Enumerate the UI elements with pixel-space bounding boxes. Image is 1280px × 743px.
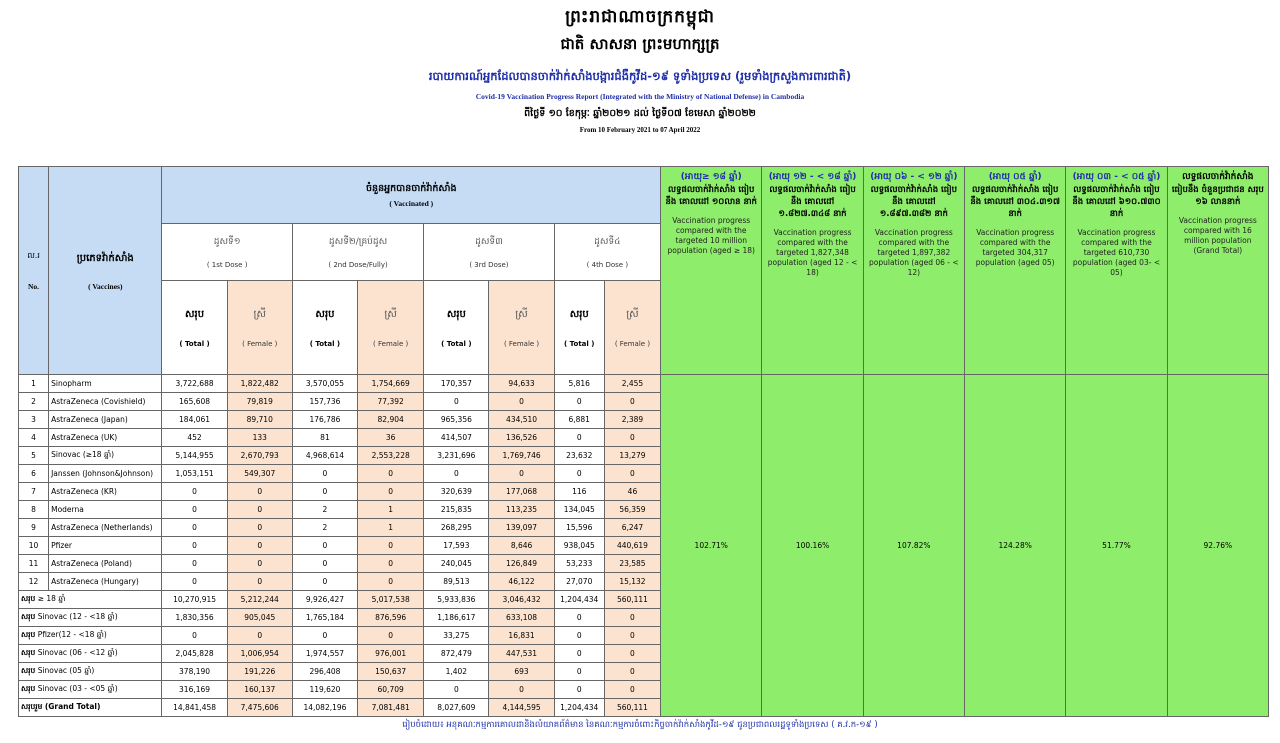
- dose1-total-header: [162, 281, 227, 375]
- row-number: 7: [19, 483, 49, 501]
- total-value-cell: 320,639: [424, 483, 489, 501]
- subtotal-label-name: ≥ 18 ឆ្នាំ: [37, 594, 66, 603]
- target-5-kh1: (អាយុ ០៥ ឆ្នាំ): [988, 172, 1042, 182]
- total-value-cell: 0: [162, 519, 227, 537]
- subtotal-label: [19, 663, 162, 681]
- female-value-cell: 1: [358, 519, 424, 537]
- total-en: ( Total ): [564, 340, 595, 348]
- vaccinated-header: [162, 167, 661, 224]
- total-value-cell: 5,816: [554, 375, 604, 393]
- dose1-kh: ដូសទី១: [213, 236, 241, 247]
- subtotal-label-name: Sinovac (06 - <12 ឆ្នាំ): [37, 648, 118, 657]
- target-6to12-kh2: លទ្ធផលចាក់វ៉ាក់សាំង ធៀបនឹង គោលដៅ ១.៨៩៧.៣៨២ នាក់: [870, 185, 958, 219]
- report-date-kh: ពីថ្ងៃទី ១០ ខែកុម្ភៈ ឆ្នាំ២០២១ ដល់ ថ្ងៃទី០៧ ខែមេសា ឆ្នាំ២០២២: [524, 108, 756, 119]
- total-value-cell: 165,608: [162, 393, 227, 411]
- dose3-kh: ដូសទី៣: [475, 236, 503, 247]
- female-en: ( Female ): [503, 340, 540, 348]
- total-value-cell: 6,881: [554, 411, 604, 429]
- total-value-cell: 116: [554, 483, 604, 501]
- target-5-kh2: លទ្ធផលចាក់វ៉ាក់សាំង ធៀបនឹង គោលដៅ ៣០៤.៣១៧ នាក់: [970, 185, 1060, 219]
- dose2-en: ( 2nd Dose/Fully): [328, 260, 388, 269]
- kingdom-title: ព្រះរាជាណាចក្រកម្ពុជា: [565, 7, 715, 27]
- female-value-cell: 976,001: [358, 645, 424, 663]
- female-value-cell: 0: [227, 483, 292, 501]
- motto: ជាតិ សាសនា ព្រះមហាក្សត្រ: [560, 35, 720, 53]
- total-value-cell: 414,507: [424, 429, 489, 447]
- target-col-total: [1167, 167, 1268, 375]
- female-value-cell: 5,017,538: [358, 591, 424, 609]
- female-value-cell: 82,904: [358, 411, 424, 429]
- dose4-en: ( 4th Dose ): [586, 260, 629, 269]
- dose2-kh: ដូសទី២/គ្រប់ដូស: [328, 236, 388, 247]
- female-value-cell: 2,455: [604, 375, 660, 393]
- female-value-cell: 0: [604, 393, 660, 411]
- total-value-cell: 0: [554, 681, 604, 699]
- target-12to18-kh1: (អាយុ ១២ - < ១៨ ឆ្នាំ): [768, 172, 857, 182]
- female-value-cell: 1,754,669: [358, 375, 424, 393]
- female-en: ( Female ): [373, 340, 409, 348]
- total-value-cell: 1,402: [424, 663, 489, 681]
- subtotal-label-name: Pfizer(12 - <18 ឆ្នាំ): [37, 630, 107, 639]
- dose4-header: [554, 224, 660, 281]
- total-value-cell: 0: [162, 627, 227, 645]
- row-number: 4: [19, 429, 49, 447]
- female-value-cell: 160,137: [227, 681, 292, 699]
- vaccine-name: AstraZeneca (KR): [49, 483, 162, 501]
- female-value-cell: 0: [604, 627, 660, 645]
- target-total-kh2: ធៀបនឹង ចំនួនប្រជាជន សរុប ១៦ លាននាក់: [1171, 185, 1264, 207]
- female-value-cell: 0: [227, 627, 292, 645]
- subtotal-label-kh: សរុប: [21, 612, 36, 621]
- female-kh: ស្រី: [384, 309, 397, 320]
- female-value-cell: 693: [489, 663, 554, 681]
- total-value-cell: 8,027,609: [424, 699, 489, 717]
- total-value-cell: 215,835: [424, 501, 489, 519]
- female-value-cell: 16,831: [489, 627, 554, 645]
- row-number: 2: [19, 393, 49, 411]
- vaccine-name: AstraZeneca (Netherlands): [49, 519, 162, 537]
- table-row: [19, 375, 1269, 393]
- female-kh: ស្រី: [253, 309, 266, 320]
- coverage-percentage: 100.16%: [762, 375, 863, 717]
- target-col-12to18: [762, 167, 863, 375]
- total-value-cell: 296,408: [292, 663, 357, 681]
- female-value-cell: 2,389: [604, 411, 660, 429]
- vaccine-name: AstraZeneca (UK): [49, 429, 162, 447]
- total-value-cell: 0: [292, 537, 357, 555]
- dose4-female-header: [604, 281, 660, 375]
- female-value-cell: 89,710: [227, 411, 292, 429]
- total-value-cell: 0: [292, 573, 357, 591]
- total-value-cell: 0: [292, 627, 357, 645]
- vaccine-name: AstraZeneca (Hungary): [49, 573, 162, 591]
- total-value-cell: 1,053,151: [162, 465, 227, 483]
- total-value-cell: 9,926,427: [292, 591, 357, 609]
- target-6to12-kh1: (អាយុ ០៦ - < ១២ ឆ្នាំ): [870, 172, 958, 182]
- female-value-cell: 113,235: [489, 501, 554, 519]
- female-value-cell: 77,392: [358, 393, 424, 411]
- female-value-cell: 0: [604, 681, 660, 699]
- total-value-cell: 0: [162, 501, 227, 519]
- total-value-cell: 3,722,688: [162, 375, 227, 393]
- total-value-cell: 0: [292, 555, 357, 573]
- female-value-cell: 126,849: [489, 555, 554, 573]
- female-en: ( Female ): [614, 340, 651, 348]
- female-value-cell: 0: [604, 645, 660, 663]
- female-value-cell: 136,526: [489, 429, 554, 447]
- target-12to18-kh2: លទ្ធផលចាក់វ៉ាក់សាំង ធៀបនឹង គោលដៅ ១.៨២៧.៣៤៨ នាក់: [769, 185, 856, 219]
- total-value-cell: 5,933,836: [424, 591, 489, 609]
- female-value-cell: 1,006,954: [227, 645, 292, 663]
- total-value-cell: 0: [554, 429, 604, 447]
- total-en: ( Total ): [179, 340, 210, 348]
- female-value-cell: 7,081,481: [358, 699, 424, 717]
- female-value-cell: 7,475,606: [227, 699, 292, 717]
- total-value-cell: 0: [554, 663, 604, 681]
- total-value-cell: 378,190: [162, 663, 227, 681]
- dose3-female-header: [489, 281, 554, 375]
- total-value-cell: 0: [162, 555, 227, 573]
- female-value-cell: 94,633: [489, 375, 554, 393]
- subtotal-label: [19, 699, 162, 717]
- report-date-en: From 10 February 2021 to 07 April 2022: [579, 126, 701, 134]
- target-3to5-kh1: (អាយុ ០៣ - < ០៥ ឆ្នាំ): [1072, 172, 1161, 182]
- female-value-cell: 15,132: [604, 573, 660, 591]
- vaccine-name: AstraZeneca (Poland): [49, 555, 162, 573]
- total-value-cell: 316,169: [162, 681, 227, 699]
- total-value-cell: 23,632: [554, 447, 604, 465]
- vaccine-name: Pfizer: [49, 537, 162, 555]
- vaccine-name: Sinopharm: [49, 375, 162, 393]
- dose1-en: ( 1st Dose ): [206, 260, 248, 269]
- female-value-cell: 46: [604, 483, 660, 501]
- subtotal-label-name: Sinovac (12 - <18 ឆ្នាំ): [37, 612, 118, 621]
- subtotal-label: [19, 591, 162, 609]
- vaccination-table: [18, 166, 1269, 717]
- footer-credit: រៀបចំដោយ៖ អនុគណៈកម្មការគោលដានិងលំយាគព័ត៌មាន នៃគណៈកម្មការចំពោះកិច្ចចាក់វ៉ាក់សាំងកូវីដ-១៩ ជូនប្រជាពលរដ្ឋទូទាំងប្រទេស ( គ.វ.ក-១៩ ): [402, 720, 878, 730]
- subtotal-label: [19, 681, 162, 699]
- dose2-header: [292, 224, 423, 281]
- vaccine-header-kh: ប្រភេទវ៉ាក់សាំង: [76, 252, 134, 264]
- subtotal-label-name: Sinovac (05 ឆ្នាំ): [37, 666, 95, 675]
- dose3-total-header: [424, 281, 489, 375]
- female-value-cell: 0: [604, 429, 660, 447]
- total-value-cell: 1,204,434: [554, 699, 604, 717]
- target-total-en: Vaccination progress compared with 16 million population (Grand Total): [1178, 216, 1257, 255]
- female-value-cell: 560,111: [604, 591, 660, 609]
- total-value-cell: 0: [292, 483, 357, 501]
- female-value-cell: 191,226: [227, 663, 292, 681]
- dose1-female-header: [227, 281, 292, 375]
- total-value-cell: 0: [162, 483, 227, 501]
- dose4-total-header: [554, 281, 604, 375]
- female-value-cell: 0: [358, 627, 424, 645]
- dose2-total-header: [292, 281, 357, 375]
- total-en: ( Total ): [441, 340, 472, 348]
- total-value-cell: 170,357: [424, 375, 489, 393]
- subtotal-label-kh: សរុបរួម: [21, 702, 43, 711]
- total-value-cell: 134,045: [554, 501, 604, 519]
- female-value-cell: 0: [358, 465, 424, 483]
- target-total-kh1: លទ្ធផលចាក់វ៉ាក់សាំង: [1182, 172, 1254, 182]
- female-value-cell: 2,553,228: [358, 447, 424, 465]
- total-value-cell: 0: [162, 537, 227, 555]
- total-value-cell: 33,275: [424, 627, 489, 645]
- target-18plus-kh2: លទ្ធផលចាក់វ៉ាក់សាំង ធៀបនឹង គោលដៅ ១០លាន នាក់: [665, 185, 757, 207]
- target-col-3to5: [1066, 167, 1167, 375]
- row-number: 8: [19, 501, 49, 519]
- row-number: 3: [19, 411, 49, 429]
- female-value-cell: 8,646: [489, 537, 554, 555]
- female-en: ( Female ): [242, 340, 278, 348]
- subtotal-label-name: (Grand Total): [44, 702, 101, 711]
- target-12to18-en: Vaccination progress compared with the targeted 1,827,348 population (aged 12 - < 18): [767, 228, 858, 277]
- vaccine-name: AstraZeneca (Japan): [49, 411, 162, 429]
- female-value-cell: 549,307: [227, 465, 292, 483]
- coverage-percentage: 107.82%: [863, 375, 964, 717]
- total-value-cell: 0: [424, 465, 489, 483]
- dose3-header: [424, 224, 554, 281]
- total-value-cell: 965,356: [424, 411, 489, 429]
- vaccine-name: AstraZeneca (Covishield): [49, 393, 162, 411]
- report-title-kh: របាយការណ៍អ្នកដែលបានចាក់វ៉ាក់សាំងបង្ការជំងឺកូវីដ-១៩ ទូទាំងប្រទេស (រួមទាំងក្រសួងការពារជាតិ): [428, 69, 852, 83]
- total-value-cell: 2,045,828: [162, 645, 227, 663]
- total-value-cell: 2: [292, 501, 357, 519]
- female-value-cell: 876,596: [358, 609, 424, 627]
- total-value-cell: 872,479: [424, 645, 489, 663]
- vaccinated-header-en: ( Vaccinated ): [389, 199, 434, 208]
- vaccine-name: Janssen (Johnson&Johnson): [49, 465, 162, 483]
- total-value-cell: 1,765,184: [292, 609, 357, 627]
- total-kh: សរុប: [315, 309, 335, 320]
- row-number: 12: [19, 573, 49, 591]
- female-value-cell: 440,619: [604, 537, 660, 555]
- total-value-cell: 119,620: [292, 681, 357, 699]
- dose4-kh: ដូសទី៤: [594, 236, 621, 247]
- female-value-cell: 13,279: [604, 447, 660, 465]
- total-value-cell: 4,968,614: [292, 447, 357, 465]
- female-value-cell: 0: [227, 555, 292, 573]
- female-value-cell: 23,585: [604, 555, 660, 573]
- subtotal-label-kh: សរុប: [21, 648, 36, 657]
- subtotal-label-kh: សរុប: [21, 684, 36, 693]
- vaccine-header-en: ( Vaccines): [88, 281, 123, 291]
- target-col-5: [965, 167, 1066, 375]
- female-value-cell: 905,045: [227, 609, 292, 627]
- coverage-percentage: 102.71%: [661, 375, 762, 717]
- total-value-cell: 0: [554, 609, 604, 627]
- total-kh: សរុប: [569, 309, 589, 320]
- coverage-percentage: 51.77%: [1066, 375, 1167, 717]
- subtotal-label-kh: សរុប: [21, 594, 36, 603]
- subtotal-label-name: Sinovac (03 - <05 ឆ្នាំ): [37, 684, 118, 693]
- total-value-cell: 5,144,955: [162, 447, 227, 465]
- subtotal-label: [19, 627, 162, 645]
- total-value-cell: 1,974,557: [292, 645, 357, 663]
- female-value-cell: 0: [489, 393, 554, 411]
- total-en: ( Total ): [309, 340, 341, 348]
- total-value-cell: 0: [162, 573, 227, 591]
- female-value-cell: 4,144,595: [489, 699, 554, 717]
- female-value-cell: 0: [604, 609, 660, 627]
- female-value-cell: 633,108: [489, 609, 554, 627]
- female-value-cell: 0: [358, 483, 424, 501]
- row-number: 10: [19, 537, 49, 555]
- row-number: 9: [19, 519, 49, 537]
- female-value-cell: 2,670,793: [227, 447, 292, 465]
- total-value-cell: 0: [554, 645, 604, 663]
- subtotal-label: [19, 609, 162, 627]
- subtotal-label-kh: សរុប: [21, 666, 36, 675]
- total-value-cell: 0: [554, 393, 604, 411]
- dose2-female-header: [358, 281, 424, 375]
- dose1-header: [162, 224, 292, 281]
- coverage-percentage: 92.76%: [1167, 375, 1268, 717]
- total-value-cell: 10,270,915: [162, 591, 227, 609]
- female-value-cell: 0: [604, 663, 660, 681]
- vaccine-name: Moderna: [49, 501, 162, 519]
- vaccine-name: Sinovac (≥18 ឆ្នាំ): [49, 447, 162, 465]
- female-value-cell: 139,097: [489, 519, 554, 537]
- total-kh: សរុប: [185, 309, 205, 320]
- total-value-cell: 14,082,196: [292, 699, 357, 717]
- subtotal-label-kh: សរុប: [21, 630, 36, 639]
- female-value-cell: 79,819: [227, 393, 292, 411]
- report-title-en: Covid-19 Vaccination Progress Report (Integrated with the Ministry of National Defense) in Cambodia: [475, 92, 805, 101]
- female-value-cell: 0: [489, 681, 554, 699]
- total-value-cell: 157,736: [292, 393, 357, 411]
- total-value-cell: 2: [292, 519, 357, 537]
- female-value-cell: 1,769,746: [489, 447, 554, 465]
- no-header: [19, 167, 49, 375]
- total-value-cell: 0: [424, 681, 489, 699]
- no-header-kh: ល.រ: [27, 251, 40, 260]
- target-col-18plus: [661, 167, 762, 375]
- female-value-cell: 60,709: [358, 681, 424, 699]
- female-value-cell: 36: [358, 429, 424, 447]
- total-value-cell: 268,295: [424, 519, 489, 537]
- row-number: 11: [19, 555, 49, 573]
- target-3to5-kh2: លទ្ធផលចាក់វ៉ាក់សាំង ធៀបនឹង គោលដៅ ៦១០.៧៣០ នាក់: [1072, 185, 1161, 219]
- total-value-cell: 53,233: [554, 555, 604, 573]
- total-value-cell: 0: [554, 627, 604, 645]
- total-value-cell: 27,070: [554, 573, 604, 591]
- dose3-en: ( 3rd Dose): [469, 260, 509, 269]
- row-number: 6: [19, 465, 49, 483]
- total-value-cell: 938,045: [554, 537, 604, 555]
- no-header-en: No.: [28, 282, 40, 291]
- female-value-cell: 0: [227, 519, 292, 537]
- total-value-cell: 17,593: [424, 537, 489, 555]
- total-value-cell: 3,231,696: [424, 447, 489, 465]
- female-value-cell: 434,510: [489, 411, 554, 429]
- row-number: 5: [19, 447, 49, 465]
- female-value-cell: 133: [227, 429, 292, 447]
- female-value-cell: 447,531: [489, 645, 554, 663]
- target-5-en: Vaccination progress compared with the targeted 304,317 population (aged 05): [975, 228, 1055, 267]
- total-value-cell: 14,841,458: [162, 699, 227, 717]
- female-value-cell: 0: [489, 465, 554, 483]
- row-number: 1: [19, 375, 49, 393]
- female-value-cell: 0: [358, 537, 424, 555]
- vaccinated-header-kh: ចំនួនអ្នកបានចាក់វ៉ាក់សាំង: [366, 183, 457, 194]
- table-body: [19, 375, 1269, 717]
- total-value-cell: 3,570,055: [292, 375, 357, 393]
- total-value-cell: 1,830,356: [162, 609, 227, 627]
- female-value-cell: 0: [227, 573, 292, 591]
- total-value-cell: 452: [162, 429, 227, 447]
- female-value-cell: 177,068: [489, 483, 554, 501]
- female-value-cell: 0: [358, 573, 424, 591]
- female-kh: ស្រី: [626, 309, 639, 320]
- female-value-cell: 1: [358, 501, 424, 519]
- target-18plus-kh1: (អាយុ≥ ១៨ ឆ្នាំ): [680, 172, 742, 182]
- total-value-cell: 15,596: [554, 519, 604, 537]
- female-value-cell: 46,122: [489, 573, 554, 591]
- coverage-percentage: 124.28%: [965, 375, 1066, 717]
- female-value-cell: 6,247: [604, 519, 660, 537]
- total-kh: សរុប: [446, 309, 466, 320]
- vaccine-header: [49, 167, 162, 375]
- female-value-cell: 56,359: [604, 501, 660, 519]
- female-value-cell: 3,046,432: [489, 591, 554, 609]
- target-3to5-en: Vaccination progress compared with the targeted 610,730 population (aged 03- < 05): [1072, 228, 1161, 277]
- female-value-cell: 0: [358, 555, 424, 573]
- female-value-cell: 0: [604, 465, 660, 483]
- female-value-cell: 1,822,482: [227, 375, 292, 393]
- total-value-cell: 176,786: [292, 411, 357, 429]
- total-value-cell: 0: [292, 465, 357, 483]
- female-value-cell: 0: [227, 537, 292, 555]
- female-value-cell: 150,637: [358, 663, 424, 681]
- female-value-cell: 0: [227, 501, 292, 519]
- total-value-cell: 89,513: [424, 573, 489, 591]
- target-18plus-en: Vaccination progress compared with the targeted 10 million population (aged ≥ 18): [667, 216, 755, 255]
- female-kh: ស្រី: [515, 309, 528, 320]
- female-value-cell: 5,212,244: [227, 591, 292, 609]
- total-value-cell: 81: [292, 429, 357, 447]
- total-value-cell: 184,061: [162, 411, 227, 429]
- total-value-cell: 1,204,434: [554, 591, 604, 609]
- target-col-6to12: [863, 167, 964, 375]
- subtotal-label: [19, 645, 162, 663]
- total-value-cell: 0: [424, 393, 489, 411]
- female-value-cell: 560,111: [604, 699, 660, 717]
- target-6to12-en: Vaccination progress compared with the targeted 1,897,382 population (aged 06 - < 12): [869, 228, 959, 277]
- total-value-cell: 240,045: [424, 555, 489, 573]
- total-value-cell: 1,186,617: [424, 609, 489, 627]
- total-value-cell: 0: [554, 465, 604, 483]
